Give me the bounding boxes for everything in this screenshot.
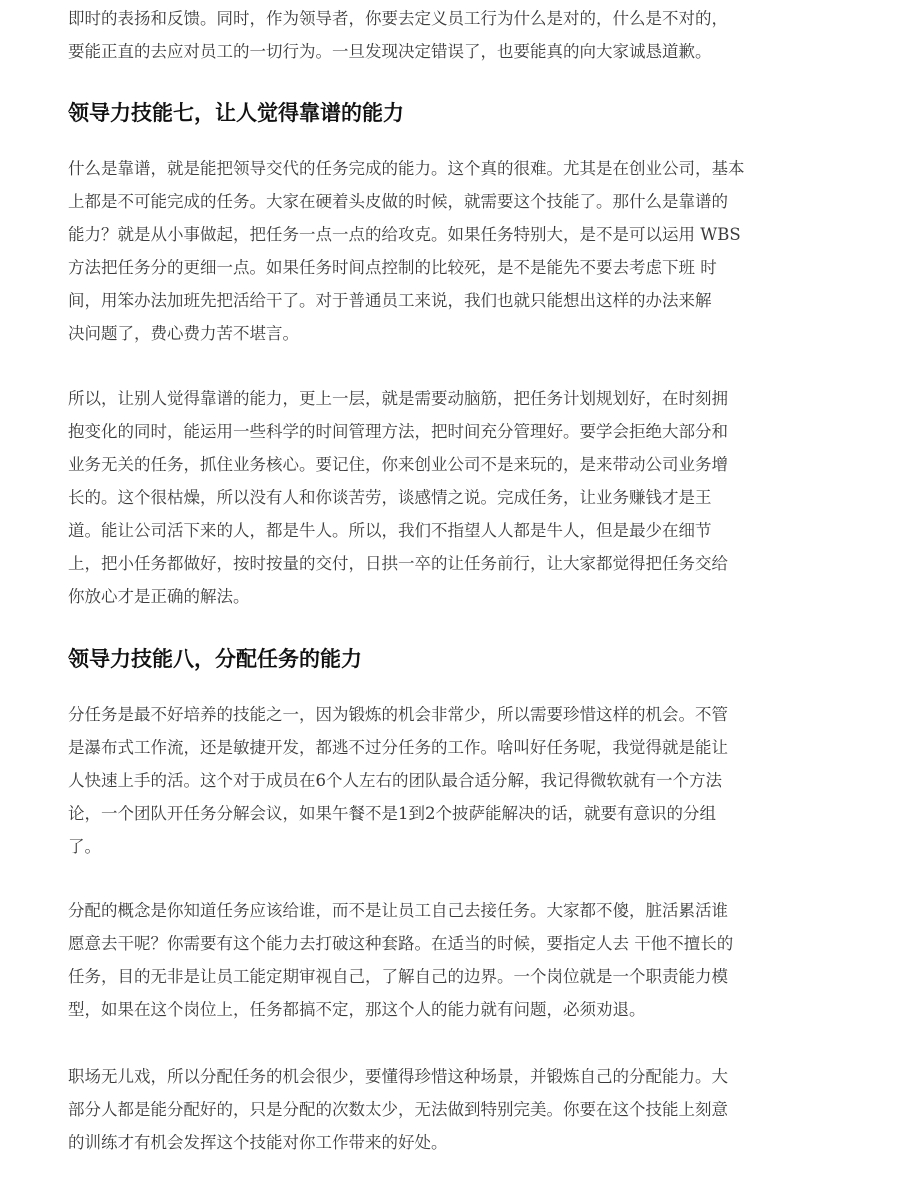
text-line: 任务，目的无非是让员工能定期审视自己，了解自己的边界。一个岗位就是一个职责能力模 [68, 967, 728, 986]
text-line: 道。能让公司活下来的人，都是牛人。所以，我们不指望人人都是牛人，但是最少在细节 [68, 521, 712, 540]
text-line: 分任务是最不好培养的技能之一，因为锻炼的机会非常少，所以需要珍惜这样的机会。不管 [68, 705, 728, 724]
text-line: 抱变化的同时，能运用一些科学的时间管理方法，把时间充分管理好。要学会拒绝大部分和 [68, 422, 728, 441]
section-heading-skill-7: 领导力技能七，让人觉得靠谱的能力 [68, 101, 404, 125]
text-line: 愿意去干呢？你需要有这个能力去打破这种套路。在适当的时候，要指定人去 干他不擅长的 [68, 934, 734, 953]
text-line: 业务无关的任务，抓住业务核心。要记住，你来创业公司不是来玩的，是来带动公司业务增 [68, 455, 728, 474]
text-line: 是瀑布式工作流，还是敏捷开发，都逃不过分任务的工作。啥叫好任务呢，我觉得就是能让 [68, 738, 728, 757]
text-line: 能力？就是从小事做起，把任务一点一点的给攻克。如果任务特别大，是不是可以运用 WBS [68, 225, 741, 244]
text-line: 所以，让别人觉得靠谱的能力，更上一层，就是需要动脑筋，把任务计划规划好，在时刻拥 [68, 389, 728, 408]
text-line: 即时的表扬和反馈。同时，作为领导者，你要去定义员工行为什么是对的，什么是不对的， [68, 9, 728, 28]
text-line: 长的。这个很枯燥，所以没有人和你谈苦劳，谈感情之说。完成任务，让业务赚钱才是王 [68, 488, 712, 507]
text-line: 分配的概念是你知道任务应该给谁，而不是让员工自己去接任务。大家都不傻，脏活累活谁 [68, 901, 728, 920]
text-line: 人快速上手的活。这个对于成员在6个人左右的团队最合适分解，我记得微软就有一个方法 [68, 771, 722, 790]
paragraph [68, 894, 733, 1026]
text-line: 什么是靠谱，就是能把领导交代的任务完成的能力。这个真的很难。尤其是在创业公司，基本 [68, 159, 745, 178]
text-line: 你放心才是正确的解法。 [68, 587, 250, 606]
text-line: 部分人都是能分配好的，只是分配的次数太少，无法做到特别完美。你要在这个技能上刻意 [68, 1100, 728, 1119]
section-heading-skill-8: 领导力技能八，分配任务的能力 [68, 647, 362, 671]
text-line: 型，如果在这个岗位上，任务都搞不定，那这个人的能力就有问题，必须劝退。 [68, 1000, 646, 1019]
paragraph [68, 1060, 728, 1159]
text-line: 了。 [68, 837, 101, 856]
intro-paragraph [68, 2, 728, 68]
text-line: 上，把小任务都做好，按时按量的交付，日拱一卒的让任务前行，让大家都觉得把任务交给 [68, 554, 728, 573]
text-line: 决问题了，费心费力苦不堪言。 [68, 324, 299, 343]
text-line: 方法把任务分的更细一点。如果任务时间点控制的比较死，是不是能先不要去考虑下班 时 [68, 258, 717, 277]
text-line: 论，一个团队开任务分解会议，如果午餐不是1到2个披萨能解决的话，就要有意识的分组 [68, 804, 716, 823]
text-line: 要能正直的去应对员工的一切行为。一旦发现决定错误了，也要能真的向大家诚恳道歉。 [68, 42, 712, 61]
text-line: 间，用笨办法加班先把活给干了。对于普通员工来说，我们也就只能想出这样的办法来解 [68, 291, 712, 310]
text-line: 上都是不可能完成的任务。大家在硬着头皮做的时候，就需要这个技能了。那什么是靠谱的 [68, 192, 728, 211]
paragraph [68, 382, 728, 613]
paragraph [68, 698, 728, 863]
text-line: 职场无儿戏，所以分配任务的机会很少，要懂得珍惜这种场景，并锻炼自己的分配能力。大 [68, 1067, 728, 1086]
paragraph [68, 152, 745, 350]
text-line: 的训练才有机会发挥这个技能对你工作带来的好处。 [68, 1133, 448, 1152]
